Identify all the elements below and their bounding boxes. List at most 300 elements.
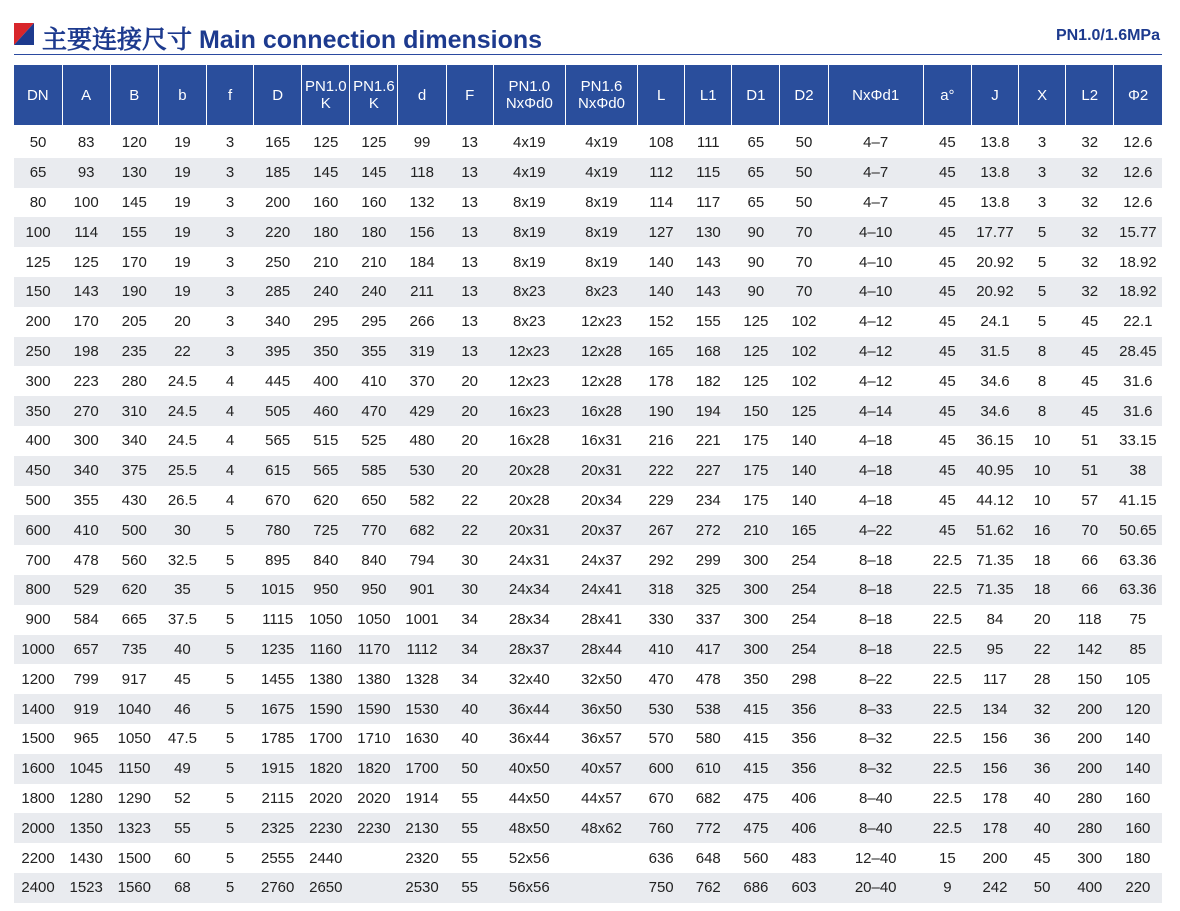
table-cell: 145 (110, 188, 158, 218)
table-cell: 22.5 (923, 813, 971, 843)
table-cell: 19 (158, 247, 206, 277)
column-header-label: DN (26, 86, 49, 104)
table-cell: 200 (1066, 754, 1114, 784)
table-cell: 125 (14, 247, 62, 277)
table-cell: 100 (62, 188, 110, 218)
table-cell: 415 (732, 724, 780, 754)
table-cell: 140 (1114, 754, 1162, 784)
table-cell: 70 (1066, 515, 1114, 545)
table-row (14, 247, 1162, 277)
table-cell: 2020 (302, 784, 350, 814)
column-header (732, 65, 780, 125)
table-cell: 20x31 (565, 456, 637, 486)
table-cell: 178 (971, 784, 1018, 814)
table-cell: 223 (62, 366, 110, 396)
table-cell: 18 (1019, 575, 1066, 605)
column-header (207, 65, 254, 125)
table-header (14, 65, 1162, 125)
table-cell: 5 (207, 694, 254, 724)
table-cell: 5 (207, 813, 254, 843)
column-header-label: PN1.0 (508, 78, 551, 95)
table-cell: 1915 (254, 754, 302, 784)
table-row (14, 125, 1162, 158)
table-cell: 152 (638, 307, 685, 337)
column-header-label: f (227, 86, 233, 104)
table-cell: 30 (446, 545, 493, 575)
table-cell: 529 (62, 575, 110, 605)
table-cell: 5 (207, 754, 254, 784)
section-marker-icon (14, 23, 34, 45)
table-cell: 415 (732, 694, 780, 724)
table-cell: 475 (732, 784, 780, 814)
table-cell: 240 (350, 277, 398, 307)
table-cell: 200 (1066, 694, 1114, 724)
table-cell: 13 (446, 277, 493, 307)
table-cell: 794 (398, 545, 446, 575)
table-cell: 140 (1114, 724, 1162, 754)
table-cell: 180 (1114, 843, 1162, 873)
table-cell: 45 (923, 396, 971, 426)
table-cell: 13 (446, 188, 493, 218)
table-cell: 15 (923, 843, 971, 873)
table-cell: 12–40 (828, 843, 923, 873)
table-cell: 175 (732, 456, 780, 486)
table-cell: 8x23 (565, 277, 637, 307)
table-cell: 280 (1066, 813, 1114, 843)
column-header (493, 65, 565, 125)
table-cell: 12.6 (1114, 125, 1162, 158)
table-row (14, 605, 1162, 635)
table-cell: 4–7 (828, 158, 923, 188)
table-cell: 22.5 (923, 754, 971, 784)
column-header (971, 65, 1018, 125)
table-cell: 22.1 (1114, 307, 1162, 337)
column-header (565, 65, 637, 125)
table-cell: 145 (302, 158, 350, 188)
table-cell: 762 (685, 873, 732, 903)
table-cell: 2230 (350, 813, 398, 843)
table-cell: 240 (302, 277, 350, 307)
table-cell: 117 (685, 188, 732, 218)
table-cell: 600 (14, 515, 62, 545)
table-cell: 8x19 (493, 217, 565, 247)
table-cell: 13 (446, 337, 493, 367)
table-cell: 44x50 (493, 784, 565, 814)
table-cell: 2325 (254, 813, 302, 843)
table-cell: 4–10 (828, 277, 923, 307)
table-cell: 216 (638, 426, 685, 456)
table-cell: 156 (971, 754, 1018, 784)
table-cell: 1000 (14, 635, 62, 665)
table-cell: 4–18 (828, 486, 923, 516)
table-cell: 90 (732, 247, 780, 277)
table-cell: 175 (732, 426, 780, 456)
table-cell: 13.8 (971, 188, 1018, 218)
table-cell: 40.95 (971, 456, 1018, 486)
table-cell: 100 (14, 217, 62, 247)
table-cell: 102 (780, 307, 828, 337)
table-cell: 130 (110, 158, 158, 188)
table-cell: 198 (62, 337, 110, 367)
table-cell: 102 (780, 337, 828, 367)
column-header-label: L2 (1081, 86, 1099, 104)
table-cell: 45 (1066, 337, 1114, 367)
table-cell: 38 (1114, 456, 1162, 486)
table-cell: 140 (638, 277, 685, 307)
table-cell: 410 (62, 515, 110, 545)
table-cell: 356 (780, 724, 828, 754)
table-cell: 65 (732, 158, 780, 188)
table-cell: 337 (685, 605, 732, 635)
table-row (14, 188, 1162, 218)
table-cell: 2530 (398, 873, 446, 903)
table-cell: 70 (780, 277, 828, 307)
table-cell: 45 (923, 486, 971, 516)
table-cell: 10 (1019, 456, 1066, 486)
table-cell: 1500 (110, 843, 158, 873)
table-cell: 356 (780, 694, 828, 724)
table-cell: 8–22 (828, 664, 923, 694)
table-cell: 55 (158, 813, 206, 843)
table-cell: 1455 (254, 664, 302, 694)
column-header-label: a° (940, 86, 955, 104)
table-cell: 478 (685, 664, 732, 694)
table-cell: 47.5 (158, 724, 206, 754)
table-cell: 657 (62, 635, 110, 665)
table-cell: 112 (638, 158, 685, 188)
table-cell: 1914 (398, 784, 446, 814)
table-cell: 32 (1066, 277, 1114, 307)
table-cell: 40 (446, 694, 493, 724)
table-cell: 8 (1019, 396, 1066, 426)
table-cell: 8–32 (828, 754, 923, 784)
table-cell: 66 (1066, 545, 1114, 575)
table-row (14, 158, 1162, 188)
table-cell: 12x23 (493, 337, 565, 367)
table-cell: 45 (923, 158, 971, 188)
table-cell: 272 (685, 515, 732, 545)
table-cell: 95 (971, 635, 1018, 665)
table-cell: 400 (1066, 873, 1114, 903)
table-cell: 1700 (398, 754, 446, 784)
column-header (1019, 65, 1066, 125)
column-header-label: B (129, 86, 140, 104)
table-row (14, 396, 1162, 426)
table-cell: 2760 (254, 873, 302, 903)
column-header (780, 65, 828, 125)
table-cell: 350 (732, 664, 780, 694)
column-header-label: PN1.0 (304, 78, 347, 95)
column-header-label: D (272, 86, 284, 104)
table-cell: 210 (350, 247, 398, 277)
table-cell: 65 (14, 158, 62, 188)
table-cell: 31.6 (1114, 366, 1162, 396)
table-cell: 17.77 (971, 217, 1018, 247)
table-cell: 12x23 (493, 366, 565, 396)
table-cell: 22.5 (923, 635, 971, 665)
table-cell: 45 (923, 188, 971, 218)
column-header-label: PN1.6 (353, 78, 395, 95)
table-cell: 44x57 (565, 784, 637, 814)
table-cell: 325 (685, 575, 732, 605)
table-cell: 143 (685, 247, 732, 277)
table-cell: 560 (110, 545, 158, 575)
table-cell: 5 (1019, 307, 1066, 337)
table-cell: 395 (254, 337, 302, 367)
table-cell: 1500 (14, 724, 62, 754)
table-row (14, 664, 1162, 694)
table-cell: 895 (254, 545, 302, 575)
table-cell: 20x34 (565, 486, 637, 516)
table-cell: 51.62 (971, 515, 1018, 545)
table-cell: 4–12 (828, 366, 923, 396)
table-cell: 1820 (302, 754, 350, 784)
table-cell: 370 (398, 366, 446, 396)
table-cell: 20–40 (828, 873, 923, 903)
table-cell (565, 843, 637, 873)
table-cell: 45 (1066, 307, 1114, 337)
table-cell: 665 (110, 605, 158, 635)
table-cell: 13.8 (971, 125, 1018, 158)
table-cell: 13 (446, 158, 493, 188)
table-cell: 12x23 (565, 307, 637, 337)
header-row (14, 65, 1162, 125)
table-cell: 1350 (62, 813, 110, 843)
column-header-label: K (368, 95, 379, 112)
page-title (42, 20, 542, 56)
table-cell: 1170 (350, 635, 398, 665)
table-cell: 1590 (350, 694, 398, 724)
table-cell: 770 (350, 515, 398, 545)
table-cell: 45 (923, 515, 971, 545)
table-cell: 2115 (254, 784, 302, 814)
table-cell: 340 (62, 456, 110, 486)
table-cell: 250 (14, 337, 62, 367)
table-cell: 125 (302, 125, 350, 158)
table-cell: 20x31 (493, 515, 565, 545)
table-cell: 36.15 (971, 426, 1018, 456)
table-cell: 254 (780, 605, 828, 635)
table-cell: 350 (14, 396, 62, 426)
column-header-label: PN1.6 (580, 78, 623, 95)
table-cell: 57 (1066, 486, 1114, 516)
table-cell: 70 (780, 247, 828, 277)
table-cell: 20x28 (493, 486, 565, 516)
table-cell: 330 (638, 605, 685, 635)
table-cell: 105 (1114, 664, 1162, 694)
table-cell: 102 (780, 366, 828, 396)
table-cell: 25.5 (158, 456, 206, 486)
table-cell: 65 (732, 188, 780, 218)
table-cell: 280 (1066, 784, 1114, 814)
table-cell: 406 (780, 813, 828, 843)
table-cell: 780 (254, 515, 302, 545)
table-cell: 28 (1019, 664, 1066, 694)
table-cell: 18 (1019, 545, 1066, 575)
table-cell: 200 (971, 843, 1018, 873)
table-cell: 26.5 (158, 486, 206, 516)
table-cell: 160 (1114, 813, 1162, 843)
table-cell: 1820 (350, 754, 398, 784)
table-cell: 1045 (62, 754, 110, 784)
table-cell: 36x50 (565, 694, 637, 724)
table-cell: 36x44 (493, 724, 565, 754)
column-header-label: Φ2 (1127, 86, 1149, 104)
table-cell: 2130 (398, 813, 446, 843)
table-cell: 3 (207, 337, 254, 367)
table-cell: 35 (158, 575, 206, 605)
table-cell: 31.5 (971, 337, 1018, 367)
table-cell: 5 (207, 575, 254, 605)
table-cell: 90 (732, 277, 780, 307)
table-cell: 160 (350, 188, 398, 218)
table-cell: 13 (446, 247, 493, 277)
table-cell: 356 (780, 754, 828, 784)
table-cell: 22.5 (923, 784, 971, 814)
table-cell: 2440 (302, 843, 350, 873)
table-cell: 165 (638, 337, 685, 367)
table-cell: 760 (638, 813, 685, 843)
table-cell: 2200 (14, 843, 62, 873)
table-cell: 5 (207, 873, 254, 903)
table-cell: 4–7 (828, 125, 923, 158)
table-cell (350, 873, 398, 903)
table-body (14, 125, 1162, 903)
table-cell: 2320 (398, 843, 446, 873)
table-cell: 140 (780, 456, 828, 486)
table-cell: 8–18 (828, 605, 923, 635)
table-cell: 190 (638, 396, 685, 426)
table-cell: 185 (254, 158, 302, 188)
table-cell: 130 (685, 217, 732, 247)
table-row (14, 575, 1162, 605)
table-cell: 45 (923, 217, 971, 247)
table-cell: 965 (62, 724, 110, 754)
table-cell: 1400 (14, 694, 62, 724)
table-cell: 10 (1019, 486, 1066, 516)
table-cell: 5 (207, 635, 254, 665)
table-cell: 178 (971, 813, 1018, 843)
table-cell: 24.5 (158, 366, 206, 396)
table-cell: 682 (398, 515, 446, 545)
table-cell: 735 (110, 635, 158, 665)
table-cell: 63.36 (1114, 575, 1162, 605)
table-cell: 636 (638, 843, 685, 873)
table-cell: 8–18 (828, 575, 923, 605)
table-cell: 5 (1019, 247, 1066, 277)
table-cell: 114 (638, 188, 685, 218)
table-cell: 51 (1066, 426, 1114, 456)
table-cell: 220 (254, 217, 302, 247)
table-cell: 45 (923, 366, 971, 396)
table-cell: 300 (732, 575, 780, 605)
table-cell: 40 (1019, 784, 1066, 814)
table-cell: 24.1 (971, 307, 1018, 337)
column-header (110, 65, 158, 125)
table-cell: 16x28 (493, 426, 565, 456)
table-cell: 115 (685, 158, 732, 188)
table-cell: 22.5 (923, 545, 971, 575)
column-header-label: NxΦd1 (852, 86, 900, 104)
table-cell: 8x19 (565, 188, 637, 218)
table-cell: 48x62 (565, 813, 637, 843)
table-cell: 1040 (110, 694, 158, 724)
table-cell: 4x19 (565, 158, 637, 188)
pressure-rating: PN1.0/1.6MPa (1055, 27, 1160, 44)
table-cell: 8x23 (493, 277, 565, 307)
table-cell: 210 (732, 515, 780, 545)
table-cell: 4 (207, 456, 254, 486)
column-header (923, 65, 971, 125)
column-header-label: NxΦd0 (578, 95, 625, 112)
table-cell: 19 (158, 217, 206, 247)
table-cell: 24x34 (493, 575, 565, 605)
table-row (14, 813, 1162, 843)
table-cell: 682 (685, 784, 732, 814)
header-divider (14, 54, 1162, 55)
table-cell: 525 (350, 426, 398, 456)
table-cell: 9 (923, 873, 971, 903)
table-cell: 200 (14, 307, 62, 337)
table-cell: 560 (732, 843, 780, 873)
table-cell: 71.35 (971, 545, 1018, 575)
table-cell: 300 (62, 426, 110, 456)
table-cell: 33.15 (1114, 426, 1162, 456)
table-row (14, 784, 1162, 814)
table-cell: 200 (1066, 724, 1114, 754)
column-header-label: d (417, 86, 427, 104)
table-cell: 4–12 (828, 307, 923, 337)
table-cell: 620 (110, 575, 158, 605)
table-cell: 483 (780, 843, 828, 873)
table-cell: 140 (780, 426, 828, 456)
table-cell: 32 (1066, 188, 1114, 218)
table-cell: 20 (446, 396, 493, 426)
table-cell: 4x19 (565, 125, 637, 158)
table-cell: 300 (1066, 843, 1114, 873)
table-cell: 34.6 (971, 366, 1018, 396)
table-cell: 234 (685, 486, 732, 516)
table-cell: 22.5 (923, 724, 971, 754)
table-cell: 1710 (350, 724, 398, 754)
table-cell: 50 (446, 754, 493, 784)
table-cell: 156 (398, 217, 446, 247)
table-cell: 120 (110, 125, 158, 158)
table-cell: 2020 (350, 784, 398, 814)
table-cell: 2400 (14, 873, 62, 903)
table-cell: 178 (638, 366, 685, 396)
table-cell: 22.5 (923, 605, 971, 635)
table-cell: 45 (923, 456, 971, 486)
dimensions-table (14, 65, 1162, 903)
table-cell: 125 (780, 396, 828, 426)
table-cell: 140 (638, 247, 685, 277)
table-cell: 3 (207, 307, 254, 337)
table-cell: 34 (446, 664, 493, 694)
table-cell: 4–12 (828, 337, 923, 367)
table-cell: 429 (398, 396, 446, 426)
table-cell: 170 (62, 307, 110, 337)
table-cell: 30 (158, 515, 206, 545)
table-row (14, 754, 1162, 784)
column-header-label: D1 (746, 86, 766, 104)
table-cell: 16x31 (565, 426, 637, 456)
table-cell: 478 (62, 545, 110, 575)
table-cell: 900 (14, 605, 62, 635)
table-cell: 4 (207, 396, 254, 426)
table-cell: 1590 (302, 694, 350, 724)
table-cell: 235 (110, 337, 158, 367)
